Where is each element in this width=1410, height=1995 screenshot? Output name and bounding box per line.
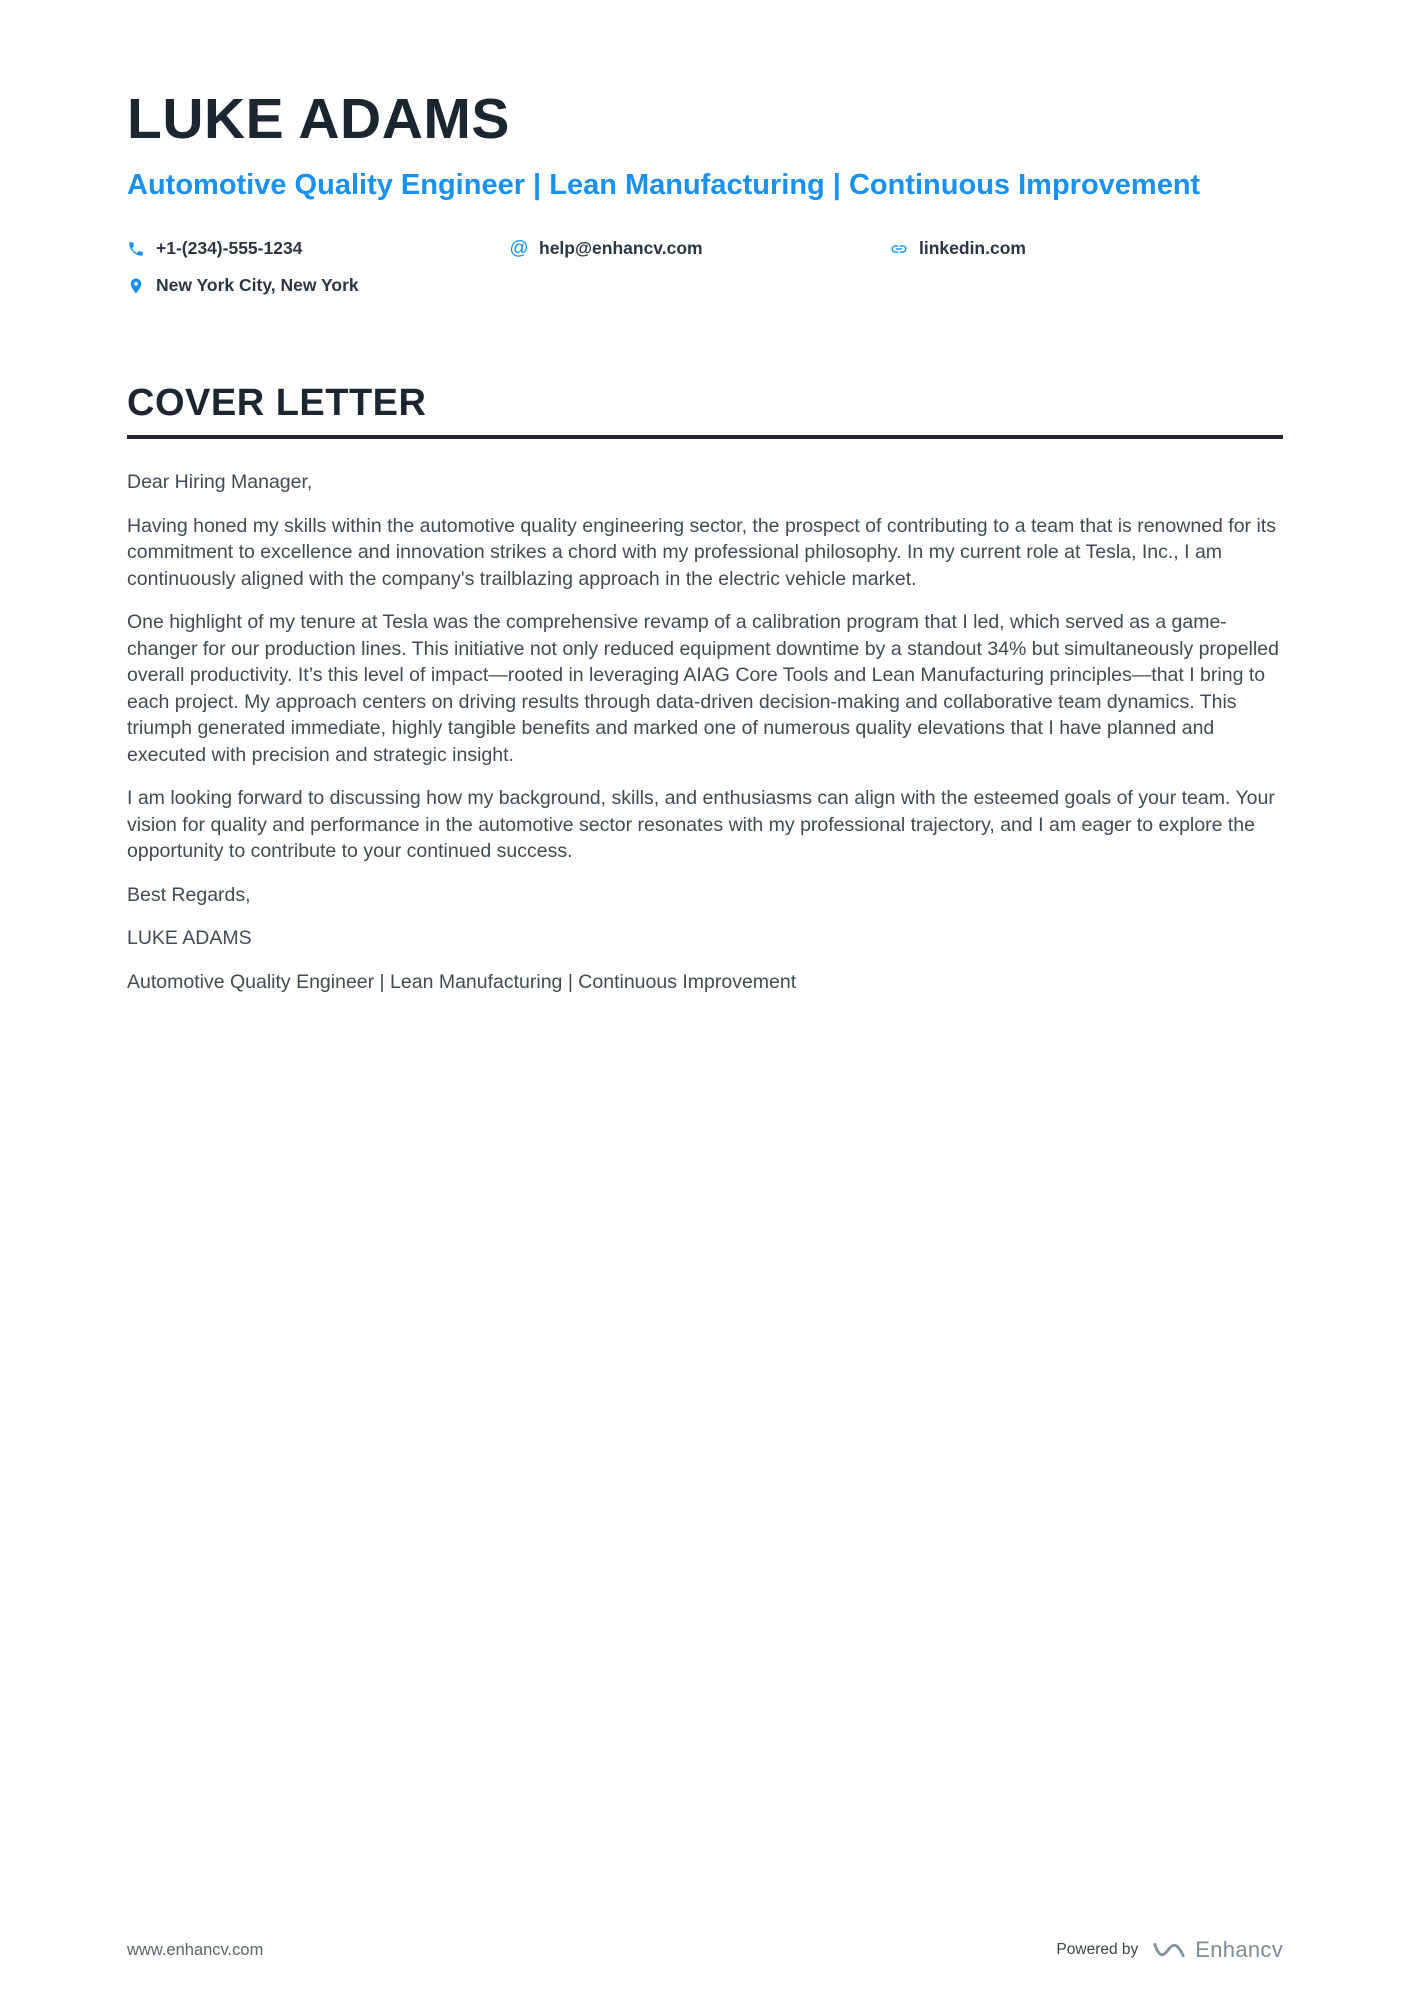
powered-by-label: Powered by xyxy=(1056,1941,1139,1958)
closing: Best Regards, xyxy=(127,883,251,906)
location-pin-icon xyxy=(127,277,145,295)
signature-title: Automotive Quality Engineer | Lean Manufacturing | Continuous Improvement xyxy=(127,970,797,993)
letter-body xyxy=(127,469,1283,995)
candidate-title: Automotive Quality Engineer | Lean Manufacturing | Continuous Improvement xyxy=(127,168,1201,201)
location-item xyxy=(127,275,510,296)
linkedin-link[interactable] xyxy=(890,238,1283,259)
enhancv-brand-link[interactable] xyxy=(1152,1937,1283,1963)
header xyxy=(127,87,1283,296)
email-link[interactable] xyxy=(510,238,890,259)
website-link[interactable]: www.enhancv.com xyxy=(127,1940,264,1959)
link-icon xyxy=(890,240,908,258)
phone-number: +1-(234)-555-1234 xyxy=(156,238,303,259)
letter-paragraph: One highlight of my tenure at Tesla was the comprehensive revamp of a calibration program that I led, which served as a game-changer for our production lines. This initiative not only reduced equipment downtime by a standout 34% but simultaneously propelled overall productivity. It’s this level of impact—rooted in leveraging AIAG Core Tools and Lean Manufacturing principles—that I bring to each project. My approach centers on driving results through data-driven decision-making and collaborative team dynamics. This triumph generated immediate, highly tangible benefits and marked one of numerous quality elevations that I have planned and executed with precision and strategic insight. xyxy=(127,611,1279,766)
page-footer xyxy=(127,1937,1283,1963)
email-icon: @ xyxy=(509,238,529,260)
candidate-name: LUKE ADAMS xyxy=(127,87,510,151)
phone-link[interactable] xyxy=(127,238,510,259)
letter-paragraph: Having honed my skills within the automotive quality engineering sector, the prospect of contributing to a team that is renowned for its commitment to excellence and innovation strikes a chord with my professional philosophy. In my current role at Tesla, Inc., I am continuously aligned with the company's trailblazing approach in the electric vehicle market. xyxy=(127,514,1276,590)
linkedin-text: linkedin.com xyxy=(919,238,1026,259)
salutation: Dear Hiring Manager, xyxy=(127,471,313,494)
email-address: help@enhancv.com xyxy=(539,238,703,259)
cover-letter-section xyxy=(127,382,1283,995)
location-text: New York City, New York xyxy=(156,275,359,296)
enhancv-brand-name: Enhancv xyxy=(1195,1937,1283,1962)
phone-icon xyxy=(127,240,145,258)
contact-info xyxy=(127,238,1283,296)
section-heading: COVER LETTER xyxy=(127,382,1283,439)
enhancv-logo-icon xyxy=(1152,1939,1186,1961)
powered-by xyxy=(1056,1937,1283,1963)
signature-name: LUKE ADAMS xyxy=(127,927,252,950)
letter-paragraph: I am looking forward to discussing how my background, skills, and enthusiasms can align with the esteemed goals of your team. Your vision for quality and performance in the automotive sector resonates with my professional trajectory, and I am eager to explore the opportunity to contribute to your continued success. xyxy=(127,787,1275,863)
